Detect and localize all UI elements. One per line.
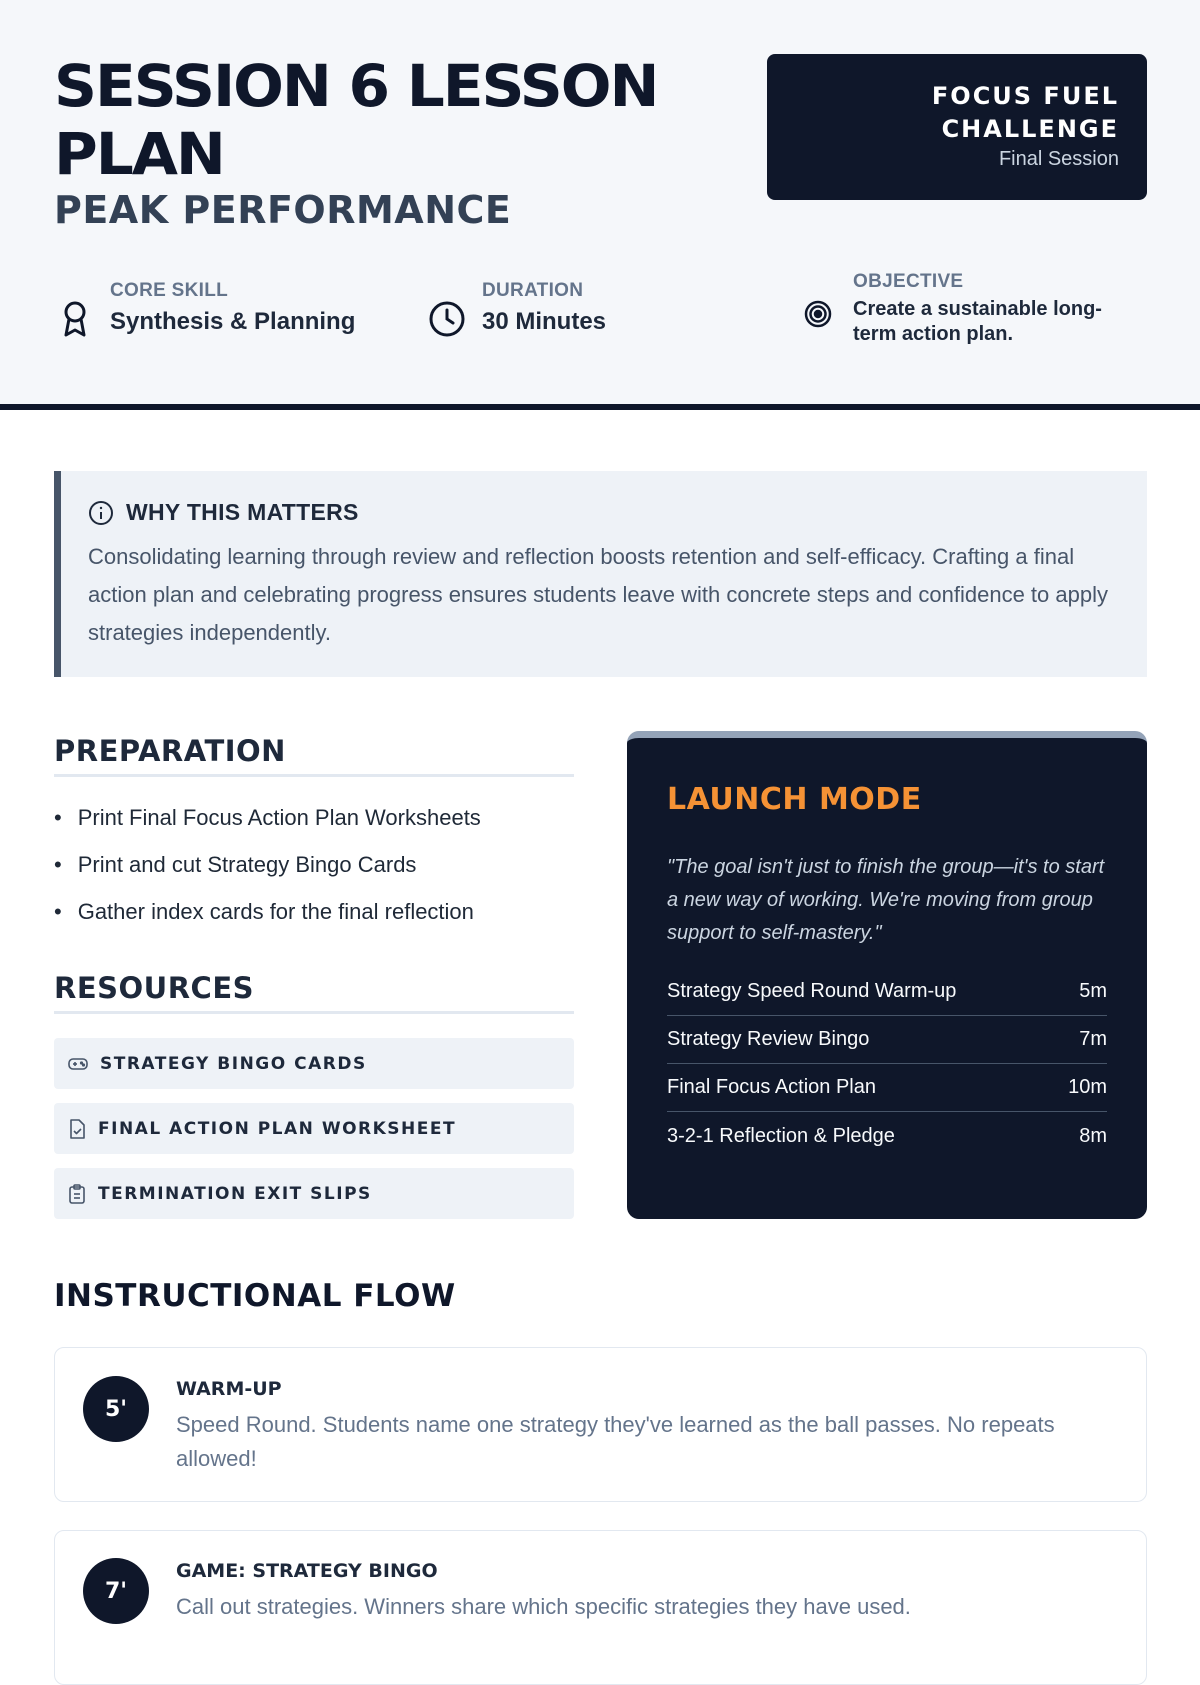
agenda-list (667, 968, 1107, 1160)
agenda-row (667, 1112, 1107, 1160)
agenda-time: 8m (1079, 1124, 1107, 1147)
badge-line-1: FOCUS FUEL (931, 82, 1119, 110)
instructional-flow-heading: INSTRUCTIONAL FLOW (54, 1278, 456, 1314)
agenda-activity: Strategy Speed Round Warm-up (667, 980, 957, 1002)
page-title: SESSION 6 LESSON PLAN (54, 52, 658, 188)
clock-icon (426, 298, 468, 340)
step-minutes-badge: 5' (83, 1376, 149, 1442)
gamepad-icon (68, 1056, 88, 1072)
meta-value: Synthesis & Planning (110, 308, 356, 335)
launch-title: LAUNCH MODE (667, 782, 922, 817)
preparation-list (54, 800, 481, 941)
badge-subtitle: Final Session (998, 148, 1119, 170)
info-icon (88, 500, 114, 526)
badge-line-2: CHALLENGE (941, 115, 1119, 143)
resource-item[interactable] (54, 1038, 574, 1089)
flow-step (54, 1347, 1147, 1502)
why-text: Consolidating learning through review and reflection boosts retention and self-efficacy. Crafting a final action plan and celebrating progress ensures students leave with concrete steps and confidence to apply strategies independently. (88, 544, 1108, 645)
resources-heading: RESOURCES (54, 971, 574, 1014)
header (0, 0, 1200, 410)
agenda-activity: Final Focus Action Plan (667, 1076, 876, 1098)
meta-label: CORE SKILL (110, 280, 229, 301)
award-ribbon-icon (54, 298, 96, 340)
clipboard-icon (68, 1184, 86, 1204)
list-item: • Print Final Focus Action Plan Worksheets (54, 800, 481, 847)
preparation-heading: PREPARATION (54, 734, 574, 777)
launch-quote: "The goal isn't just to finish the group—it's to start a new way of working. We're moving from group support to self-mastery." (667, 856, 1105, 944)
agenda-row (667, 1016, 1107, 1064)
resource-item[interactable] (54, 1103, 574, 1154)
target-icon (797, 293, 839, 335)
list-item: • Print and cut Strategy Bingo Cards (54, 847, 481, 894)
agenda-time: 5m (1079, 980, 1107, 1002)
list-item: • Gather index cards for the final reflection (54, 894, 481, 941)
meta-value: Create a sustainable long-term action plan. (853, 298, 1102, 345)
step-title: GAME: STRATEGY BINGO (176, 1560, 438, 1582)
flow-step (54, 1530, 1147, 1685)
agenda-activity: Strategy Review Bingo (667, 1028, 870, 1050)
agenda-time: 10m (1068, 1076, 1107, 1098)
meta-label: DURATION (482, 280, 584, 301)
agenda-row (667, 968, 1107, 1016)
step-minutes-badge: 7' (83, 1558, 149, 1624)
why-heading: WHY THIS MATTERS (126, 499, 359, 525)
why-this-matters-callout (54, 471, 1147, 677)
file-check-icon (68, 1119, 86, 1139)
meta-duration (426, 280, 606, 340)
step-title: WARM-UP (176, 1378, 282, 1400)
launch-mode-card (627, 731, 1147, 1219)
resource-label: STRATEGY BINGO CARDS (100, 1053, 367, 1074)
resource-item[interactable] (54, 1168, 574, 1219)
resource-label: TERMINATION EXIT SLIPS (98, 1183, 372, 1204)
step-text: Call out strategies. Winners share which specific strategies they have used. (176, 1594, 911, 1619)
resource-label: FINAL ACTION PLAN WORKSHEET (98, 1118, 457, 1139)
agenda-activity: 3-2-1 Reflection & Pledge (667, 1124, 895, 1147)
challenge-badge (767, 54, 1147, 200)
meta-objective (797, 271, 1123, 347)
agenda-time: 7m (1079, 1028, 1107, 1050)
page-subtitle: PEAK PERFORMANCE (54, 188, 512, 232)
step-text: Speed Round. Students name one strategy they've learned as the ball passes. No repeats allowed! (176, 1412, 1055, 1471)
meta-value: 30 Minutes (482, 308, 607, 335)
meta-label: OBJECTIVE (853, 271, 964, 292)
agenda-row (667, 1064, 1107, 1112)
meta-core-skill (54, 280, 355, 340)
